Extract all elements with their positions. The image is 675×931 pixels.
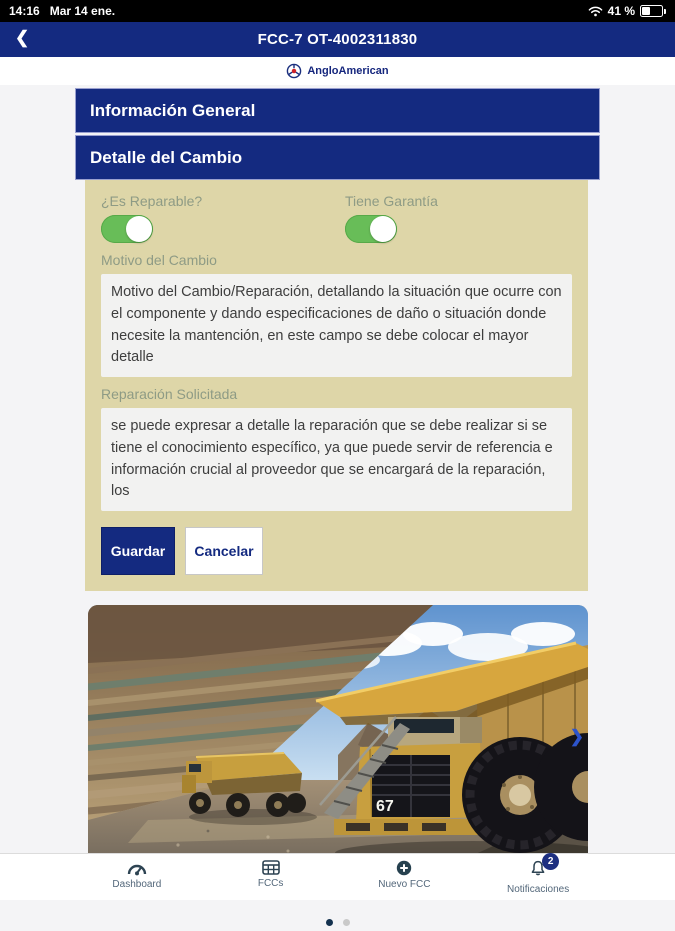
nav-label-nuevo-fcc: Nuevo FCC [378,879,431,890]
guardar-button[interactable]: Guardar [101,527,175,575]
section-title: Información General [90,100,256,120]
tiene-garantia-label: Tiene Garantía [345,193,438,209]
table-icon [262,860,280,875]
cancelar-button[interactable]: Cancelar [185,527,263,575]
nav-notificaciones[interactable] [471,854,605,900]
anglo-american-logo-icon [286,63,302,79]
toggle-knob [126,216,152,242]
es-reparable-toggle[interactable] [101,215,153,243]
es-reparable-group [101,193,345,243]
nav-label-dashboard: Dashboard [112,879,162,890]
plus-circle-icon [396,860,412,876]
motivo-del-cambio-textarea[interactable]: Motivo del Cambio/Reparación, detallando la situación que ocurre con el componente y dando especificaciones de daño o situación donde necesite la mantención, en este campo se debe colocar el mayor detalle [101,274,572,377]
motivo-del-cambio-label: Motivo del Cambio [101,252,217,268]
reparacion-solicitada-textarea[interactable]: se puede expresar a detalle la reparación que se debe realizar si se tiene el conocimiento específico, ya que puede servir de referencia e información crucial al proveedor que se encargará de la reparación, los [101,408,572,511]
battery-percent: 41 % [607,4,635,18]
tiene-garantia-group [345,193,438,243]
brand-name: AngloAmerican [307,65,389,77]
bell-wrap [529,856,554,881]
status-bar [0,0,675,22]
status-date: Mar 14 ene. [49,4,116,18]
nav-fccs[interactable] [204,854,338,900]
gallery-dot[interactable] [343,919,350,926]
truck-number: 67 [376,798,394,815]
bottom-nav [0,853,675,900]
section-header-informacion-general[interactable] [75,88,600,133]
toggle-knob [370,216,396,242]
battery-icon [640,5,666,17]
status-left [9,4,125,18]
tiene-garantia-toggle[interactable] [345,215,397,243]
button-row [101,527,572,575]
dashboard-icon [127,860,147,876]
section-title: Detalle del Cambio [90,147,243,167]
brand-bar [0,57,675,85]
notifications-badge: 2 [542,853,559,870]
es-reparable-label: ¿Es Reparable? [101,193,203,209]
reparacion-solicitada-label: Reparación Solicitada [101,386,238,402]
wifi-icon [588,5,603,17]
status-time: 14:16 [9,4,40,18]
attachment-photo-mining-trucks [88,605,588,871]
page-title: FCC-7 OT-4002311830 [257,31,418,48]
back-button[interactable]: ❮ [15,28,30,47]
app-header [0,22,675,57]
gallery-next-button[interactable]: ❯ [569,727,584,746]
gallery-dot-active[interactable] [326,919,333,926]
toggles-row [101,193,572,243]
nav-nuevo-fcc[interactable] [338,854,472,900]
nav-label-notificaciones: Notificaciones [506,884,570,895]
status-right [588,4,666,18]
nav-label-fccs: FCCs [257,878,284,889]
detalle-del-cambio-panel [85,180,588,591]
mining-trucks-photo [88,605,588,871]
section-header-detalle-del-cambio[interactable] [75,135,600,180]
nav-dashboard[interactable] [70,854,204,900]
gallery-dots [0,913,675,931]
